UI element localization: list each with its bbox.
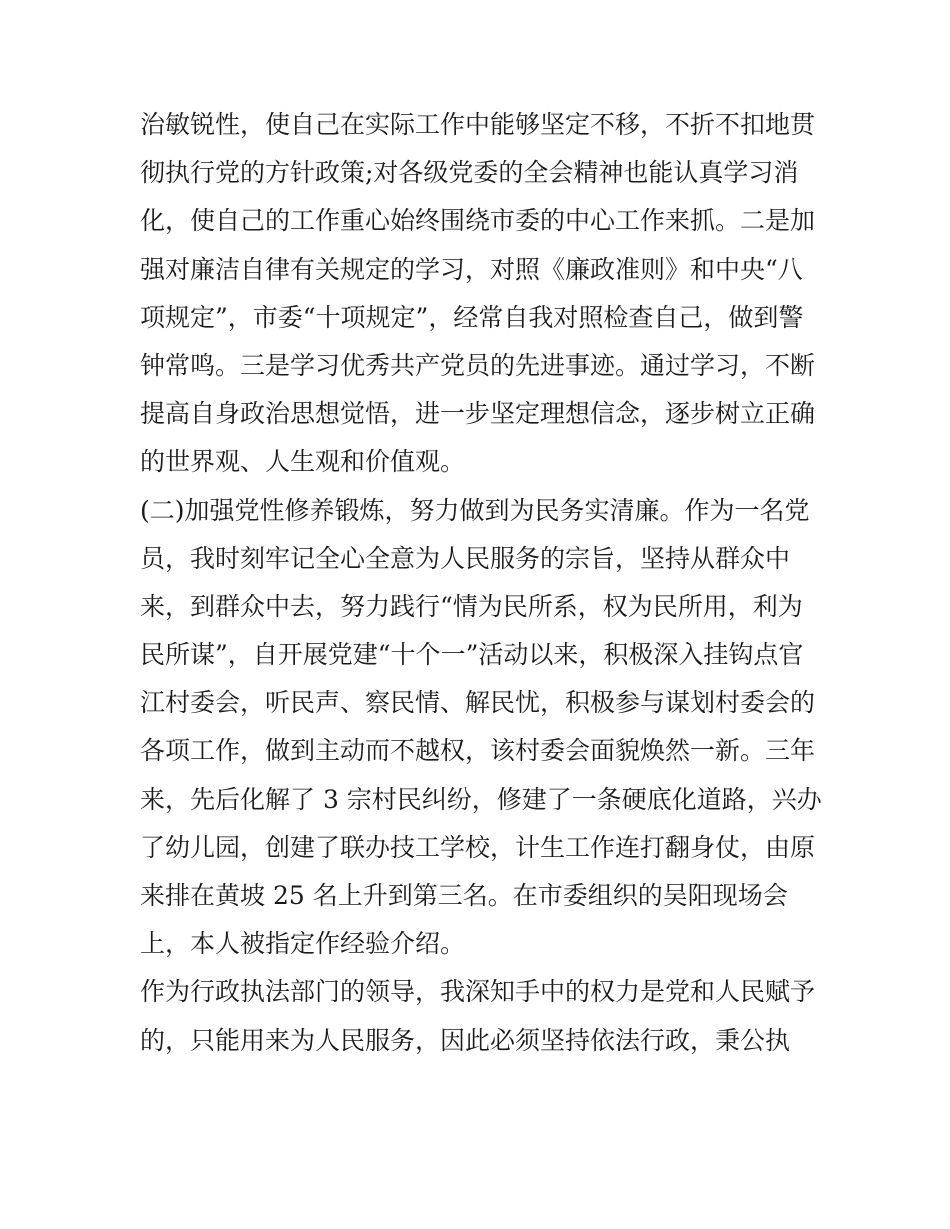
text-line-13: 江村委会，听民声、察民情、解民忧，积极参与谋划村委会的 [140,688,816,718]
text-line-5: 项规定”，市委“十项规定”，经常自我对照检查自己，做到警 [140,302,804,332]
text-line-1: 治敏锐性，使自己在实际工作中能够坚定不移，不折不扣地贯 [140,110,816,139]
text-line-19: 作为行政执法部门的领导，我深知手中的权力是党和人民赋予 [140,977,816,1007]
text-line-7: 提高自身政治思想觉悟，进一步坚定理想信念，逐步树立正确 [140,399,816,429]
text-line-4: 强对廉洁自律有关规定的学习，对照《廉政准则》和中央“八 [140,254,803,284]
text-line-6: 钟常鸣。三是学习优秀共产党员的先进事迹。通过学习，不断 [140,350,816,380]
text-line-15: 来，先后化解了 3 宗村民纠纷，修建了一条硬底化道路，兴办 [140,784,822,814]
text-line-14: 各项工作，做到主动而不越权，该村委会面貌焕然一新。三年 [140,736,816,766]
document-body [140,101,820,1065]
text-line-17: 来排在黄坡 25 名上升到第三名。在市委组织的吴阳现场会 [140,881,788,910]
text-line-16: 了幼儿园，创建了联办技工学校，计生工作连打翻身仗，由原 [140,832,816,862]
text-line-9: (二)加强党性修养锻炼，努力做到为民务实清廉。作为一名党 [140,495,810,525]
text-line-12: 民所谋”，自开展党建“十个一”活动以来，积极深入挂钩点官 [140,640,804,670]
text-line-11: 来，到群众中去，努力践行“情为民所系，权为民所用，利为 [140,591,803,621]
text-line-8: 的世界观、人生观和价值观。 [140,447,466,477]
text-line-2: 彻执行党的方针政策;对各级党委的全会精神也能认真学习消 [140,158,799,188]
text-line-20: 的，只能用来为人民服务，因此必须坚持依法行政，秉公执 [140,1025,791,1055]
text-line-18: 上，本人被指定作经验介绍。 [140,929,466,959]
text-line-10: 员，我时刻牢记全心全意为人民服务的宗旨，坚持从群众中 [140,543,791,573]
text-line-3: 化，使自己的工作重心始终围绕市委的中心工作来抓。二是加 [140,206,816,236]
